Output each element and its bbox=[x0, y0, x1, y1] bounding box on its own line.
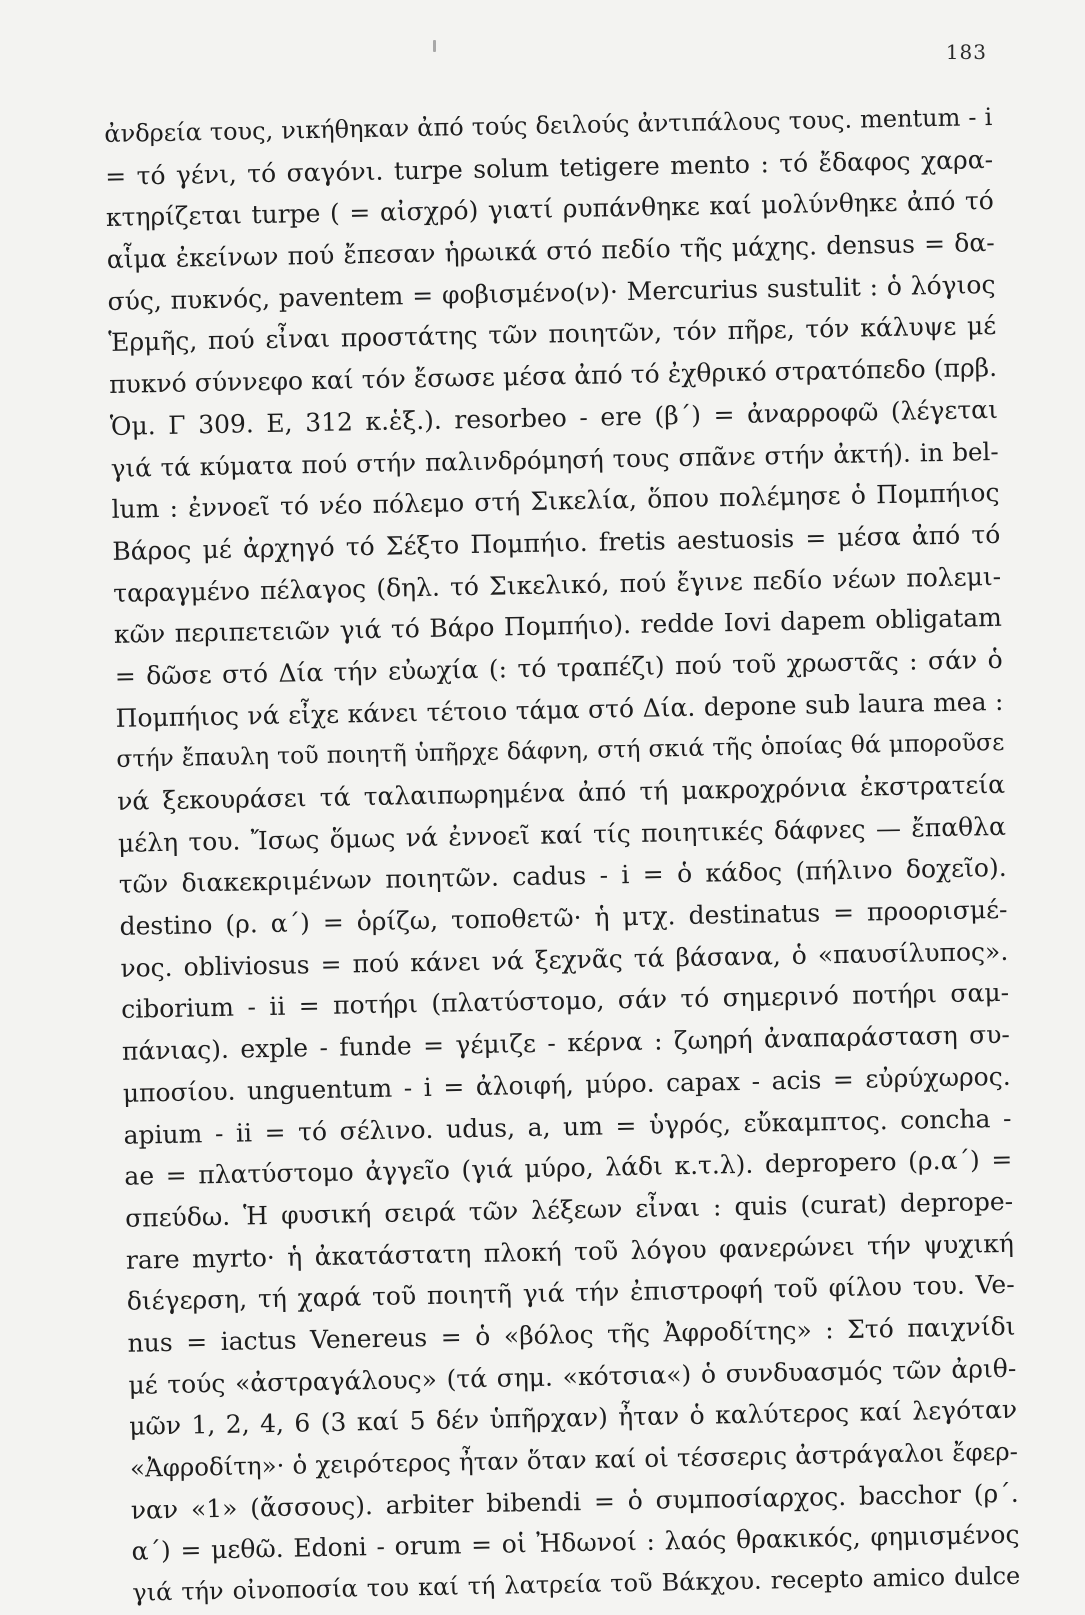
text-line: Βάρος μέ ἀρχηγό τό Σέξτο Πομπήιο. fretis aestuosis = μέσα ἀπό τό bbox=[112, 519, 1001, 566]
text-line: μέλη του. Ἴσως ὅμως νά ἐννοεῖ καί τίς ποιητικές δάφνες — ἔπαθλα bbox=[117, 811, 1007, 858]
text-line: = τό γένι, τό σαγόνι. turpe solum tetigere mento : τό ἔδαφος χαρα- bbox=[104, 144, 994, 191]
text-line: μέ τούς «ἀστραγάλους» (τά σημ. «κότσια«) ὁ συνδυασμός τῶν ἀριθ- bbox=[128, 1353, 1017, 1400]
text-line: πάνιας). exple - funde = γέμιζε - κέρνα : ζωηρή ἀναπαράσταση συ- bbox=[121, 1019, 1011, 1066]
text-line: μῶν 1, 2, 4, 6 (3 καί 5 δέν ὑπῆρχαν) ἦταν ὁ καλύτερος καί λεγόταν bbox=[128, 1395, 1018, 1442]
text-line: nus = iactus Venereus = ὁ «βόλος τῆς Ἀφροδίτης» : Στό παιχνίδι bbox=[127, 1311, 1016, 1358]
text-line: destino (ρ. α´) = ὁρίζω, τοποθετῶ· ἡ μτχ. destinatus = προορισμέ- bbox=[119, 894, 1008, 941]
text-line: «Ἀφροδίτη»· ὁ χειρότερος ἦταν ὅταν καί οἱ τέσσερις ἀστράγαλοι ἔφερ- bbox=[129, 1436, 1019, 1483]
text-line: Ὁμ. Γ 309. Ε, 312 κ.ἑξ.). resorbeo - ere (β´) = ἀναρροφῶ (λέγεται bbox=[109, 394, 999, 441]
text-line: apium - ii = τό σέλινο. udus, a, um = ὑγρός, εὔκαμπτος. concha - bbox=[123, 1103, 1012, 1150]
text-line: ταραγμένο πέλαγος (δηλ. τό Σικελικό, πού ἔγινε πεδίο νέων πολεμι- bbox=[112, 561, 1002, 608]
text-line: διέγερση, τή χαρά τοῦ ποιητῆ γιά τήν ἐπιστροφή τοῦ φίλου του. Ve- bbox=[126, 1269, 1015, 1317]
text-line: lum : ἐννοεῖ τό νέο πόλεμο στή Σικελία, ὅπου πολέμησε ὁ Πομπήιος bbox=[111, 478, 1000, 525]
text-line: ciborium - ii = ποτήρι (πλατύστομο, σάν τό σημερινό ποτήρι σαμ- bbox=[120, 978, 1010, 1025]
commentary-text bbox=[104, 97, 1021, 1615]
page-number: 183 bbox=[945, 40, 987, 64]
text-line: α´) = μεθῶ. Edoni - orum = οἱ Ἠδωνοί : λαός θρακικός, φημισμένος bbox=[131, 1520, 1020, 1567]
text-line: σύς, πυκνός, paventem = φοβισμένο(ν)· Mercurius sustulit : ὁ λόγιος bbox=[107, 269, 996, 316]
text-line: σπεύδω. Ἡ φυσική σειρά τῶν λέξεων εἶναι : quis (curat) deprope- bbox=[124, 1186, 1014, 1233]
text-line: ναν «1» (ἄσσους). arbiter bibendi = ὁ συμποσίαρχος. bacchor (ρ´. bbox=[130, 1478, 1019, 1525]
text-line: ae = πλατύστομο ἀγγεῖο (γιά μύρο, λάδι κ.τ.λ). depropero (ρ.α´) = bbox=[124, 1144, 1013, 1191]
text-line: αἷμα ἐκείνων πού ἔπεσαν ἡρωικά στό πεδίο τῆς μάχης. densus = δα- bbox=[106, 227, 995, 275]
text-line: = δῶσε στό Δία τήν εὐωχία (: τό τραπέζι) πού τοῦ χρωστᾶς : σάν ὁ bbox=[114, 644, 1003, 691]
text-line: μποσίου. unguentum - i = ἀλοιφή, μύρο. capax - acis = εὐρύχωρος. bbox=[122, 1061, 1011, 1108]
text-line: Ἑρμῆς, πού εἶναι προστάτης τῶν ποιητῶν, τόν πῆρε, τόν κάλυψε μέ bbox=[108, 311, 997, 358]
text-line: ἀνδρεία τους, νικήθηκαν ἀπό τούς δειλούς ἀντιπάλους τους. mentum - i bbox=[104, 102, 993, 148]
text-line: rare myrto· ἡ ἀκατάστατη πλοκή τοῦ λόγου φανερώνει τήν ψυχική bbox=[125, 1228, 1015, 1275]
text-line: στήν ἔπαυλη τοῦ ποιητῆ ὑπῆρχε δάφνη, στή σκιά τῆς ὁποίας θά μποροῦσε bbox=[116, 728, 1005, 774]
scan-speck bbox=[433, 40, 436, 52]
text-line: τῶν διακεκριμένων ποιητῶν. cadus - i = ὁ κάδος (πήλινο δοχεῖο). bbox=[118, 853, 1007, 900]
text-line: γιά τά κύματα πού στήν παλινδρόμησή τους σπᾶνε στήν ἀκτή). in bel- bbox=[110, 436, 999, 483]
text-line: κτηρίζεται turpe ( = αἰσχρό) γιατί ρυπάνθηκε καί μολύνθηκε ἀπό τό bbox=[105, 186, 995, 233]
text-line: κῶν περιπετειῶν γιά τό Βάρο Πομπήιο). redde Iovi dapem obligatam bbox=[113, 603, 1003, 650]
text-line: νά ξεκουράσει τά ταλαιπωρημένα ἀπό τή μακροχρόνια ἐκστρατεία bbox=[116, 769, 1006, 816]
text-line: νος. obliviosus = πού κάνει νά ξεχνᾶς τά βάσανα, ὁ «παυσίλυπος». bbox=[120, 936, 1009, 983]
text-line: γιά τήν οἰνοποσία του καί τή λατρεία τοῦ Βάκχου. recepto amico dulce bbox=[132, 1561, 1021, 1607]
text-line: Πομπήιος νά εἶχε κάνει τέτοιο τάμα στό Δία. depone sub laura mea : bbox=[115, 686, 1004, 733]
text-line: πυκνό σύννεφο καί τόν ἔσωσε μέσα ἀπό τό ἐχθρικό στρατόπεδο (πρβ. bbox=[108, 353, 998, 400]
